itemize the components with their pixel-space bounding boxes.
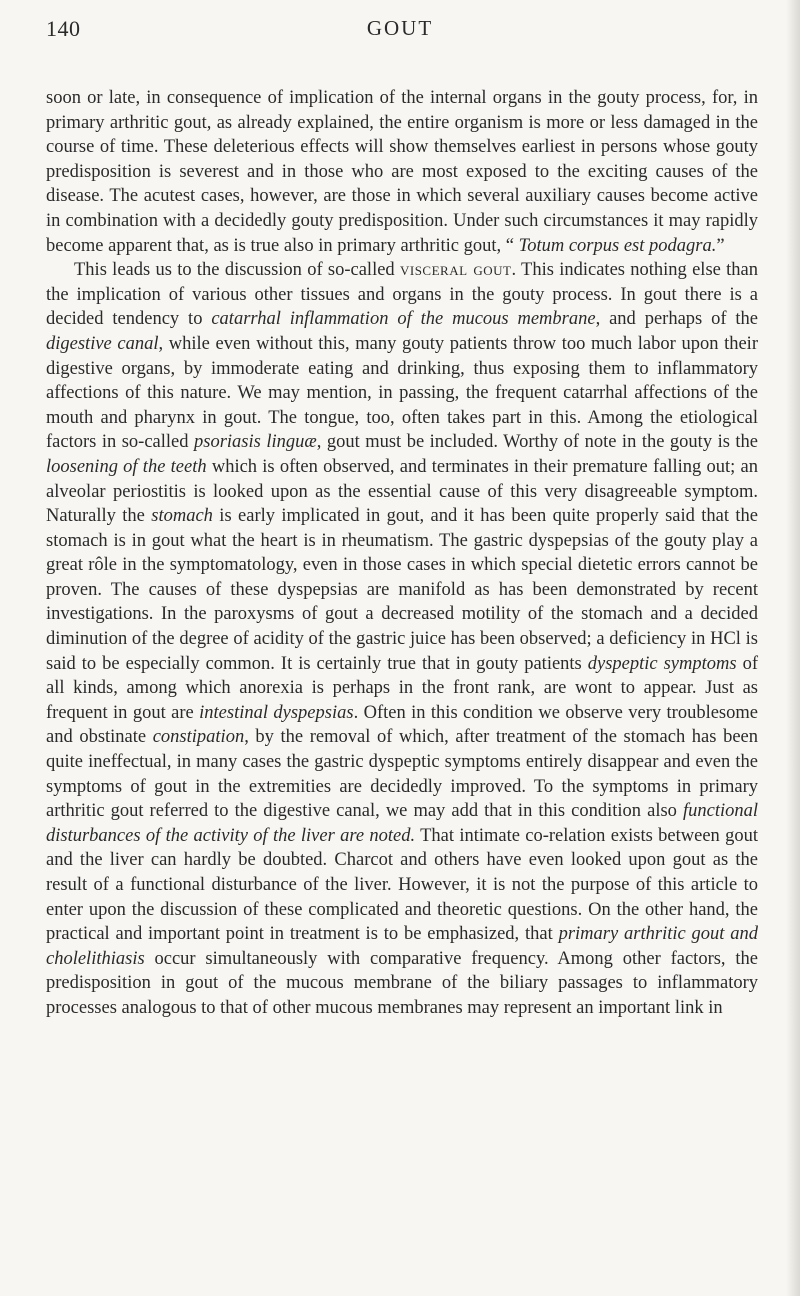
text-run: of all kinds, among which anorexia is perhaps in the front rank, are wont to appear. Just as frequent in gout are (46, 653, 758, 723)
italic-text: dyspeptic symptoms (587, 653, 737, 674)
page-edge-shadow (786, 0, 800, 1296)
italic-text: loosening of the teeth (46, 456, 207, 477)
italic-text: psoriasis linguæ (194, 432, 317, 453)
italic-text: primary arthritic gout and cholelithiasis (46, 924, 758, 969)
page-header (46, 16, 754, 50)
text-run: , while even without this, many gouty patients throw too much labor upon their digestive organs, by immoderate eating and drinking, thus exposing them to inflammatory affections of this nature. We may mention, in passing, the frequent catarrhal affections of the mouth and pharynx in gout. The tongue, too, often takes part in this. Among the etiological factors in so-called (46, 333, 758, 453)
italic-text: functional disturbances of the activity of the liver are noted. (46, 801, 758, 846)
small-caps-text: visceral gout (399, 260, 512, 281)
text-run: , and perhaps of the (595, 309, 759, 330)
page-number: 140 (46, 16, 81, 41)
text-run: soon or late, in consequence of implication of the internal organs in the gouty process, for, in primary arthritic gout, as already explained, the entire organism is more or less damaged in the course of time. These deleterious effects will show themselves earliest in persons whose gouty predisposition is severest and in those who are most exposed to the exciting causes of the disease. The acutest cases, however, are those in which several auxiliary causes become active in combination with a decidedly gouty predisposition. Under such circumstances it may rapidly become apparent that, as is true also in primary arthritic gout, “ (46, 88, 758, 256)
body-text (46, 86, 758, 1021)
text-run: . This indicates nothing else than the implication of various other tissues and organs in the gouty process. In gout there is a decided tendency to (46, 260, 759, 330)
italic-text: catarrhal inflammation of the mucous membrane (211, 309, 596, 330)
text-run: That intimate co-relation exists between gout and the liver can hardly be doubted. Charcot and others have even looked upon gout as the result of a functional disturbance of the liver. However, it is not the purpose of this article to enter upon the discussion of these complicated and theoretic questions. On the other hand, the practical and important point in treatment is to be emphasized, that (46, 825, 759, 945)
italic-text: intestinal dyspepsias (199, 702, 354, 723)
text-run: ” (716, 235, 725, 256)
italic-text: Totum corpus est podagra. (518, 235, 717, 256)
italic-text: stomach (151, 506, 213, 527)
text-run: , by the removal of which, after treatment of the stomach has been quite ineffectual, in many cases the gastric dyspeptic symptoms entirely disappear and even the symptoms of gout in the extremities are decidedly improved. To the symptoms in primary arthritic gout referred to the digestive canal, we may add that in this condition also (46, 727, 758, 822)
text-run: . Often in this condition we observe very troublesome and obstinate (46, 702, 758, 748)
paragraph (46, 258, 758, 1020)
running-head: GOUT (366, 16, 434, 40)
paragraph (46, 86, 758, 258)
text-run: which is often observed, and terminates in their premature falling out; an alveolar periostitis is looked upon as the essential cause of this very disagreeable symptom. Naturally the (46, 456, 759, 527)
italic-text: constipation (152, 727, 245, 748)
text-run: , gout must be included. Worthy of note in the gouty is the (316, 432, 759, 453)
text-run: This leads us to the discussion of so-called (74, 260, 400, 281)
italic-text: digestive canal (46, 333, 159, 354)
text-run: is early implicated in gout, and it has been quite properly said that the stomach is in gout what the heart is in rheumatism. The gastric dyspepsias of the gouty play a great rôle in the symptomatology, even in those cases in which special dietetic errors cannot be proven. The causes of these dyspepsias are manifold as has been demonstrated by recent investigations. In the paroxysms of gout a decreased motility of the stomach and a decided diminution of the degree of acidity of the gastric juice has been observed; a deficiency in HCl is said to be especially common. It is certainly true that in gouty patients (46, 506, 759, 674)
text-run: occur simultaneously with comparative frequency. Among other factors, the predisposition in gout of the mucous membrane of the biliary passages to inflammatory processes analogous to that of other mucous membranes may represent an important link in (46, 948, 758, 1018)
